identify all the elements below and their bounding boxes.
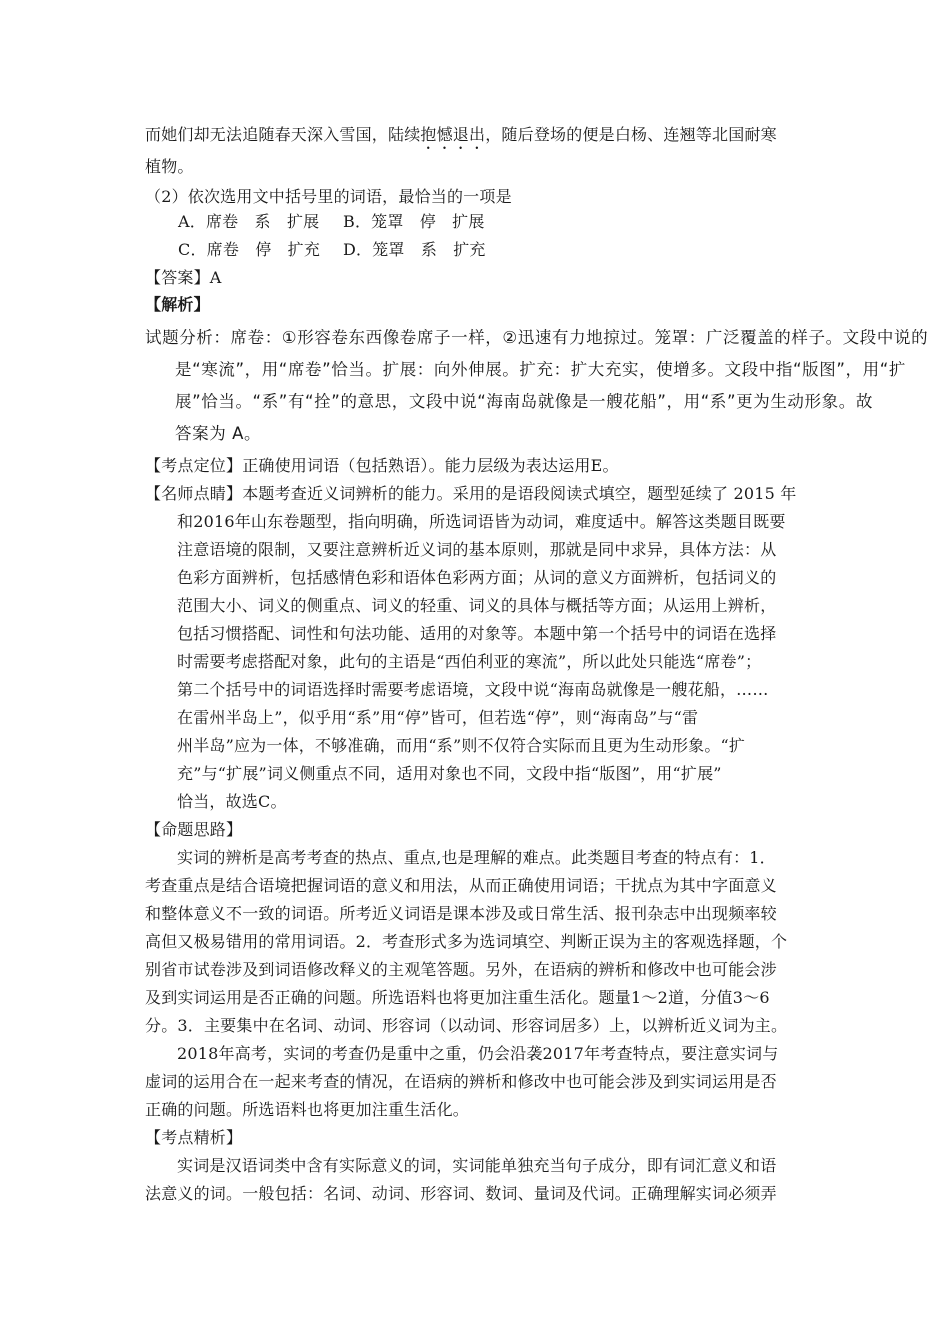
jingxi-line: 法意义的词。一般包括：名词、动词、形容词、数词、量词及代词。正确理解实词必须弄 xyxy=(145,1184,777,1203)
passage-line-1 xyxy=(145,125,777,153)
jingxi-heading: 【考点精析】 xyxy=(145,1128,243,1147)
mingti-line: 及到实词运用是否正确的问题。所选语料也将更加注重生活化。题量1～2道，分值3～6 xyxy=(145,988,770,1007)
mingshi-line: 注意语境的限制，又要注意辨析近义词的基本原则，那就是同中求异，具体方法：从 xyxy=(177,540,777,559)
mingti-line: 正确的问题。所选语料也将更加注重生活化。 xyxy=(145,1100,470,1119)
mingshi-line: 色彩方面辨析，包括感情色彩和语体色彩两方面；从词的意义方面辨析，包括词义的 xyxy=(177,568,777,587)
analysis-line: 答案为 A。 xyxy=(175,424,262,443)
mingshi-line: 第二个括号中的词语选择时需要考虑语境，文段中说“海南岛就像是一艘花船，…… xyxy=(177,680,769,699)
mingshi-line: 【名师点睛】本题考查近义词辨析的能力。采用的是语段阅读式填空，题型延续了 2015 年 xyxy=(145,484,797,503)
option-d: D．笼罩 系 扩充 xyxy=(343,240,486,259)
options-row-2 xyxy=(178,240,486,260)
emphasized-word: 抱憾退出 xyxy=(420,125,486,144)
mingti-line: 考查重点是结合语境把握词语的意义和用法，从而正确使用词语；干扰点为其中字面意义 xyxy=(145,876,777,895)
mingti-line: 分。3．主要集中在名词、动词、形容词（以动词、形容词居多）上，以辨析近义词为主。 xyxy=(145,1016,788,1035)
option-a: A．席卷 系 扩展 xyxy=(178,212,320,231)
mingti-line: 高但又极易错用的常用词语。2．考查形式多为选词填空、判断正误为主的客观选择题，个 xyxy=(145,932,788,951)
passage-line-2: 植物。 xyxy=(145,157,194,176)
mingti-line: 2018年高考，实词的考查仍是重中之重，仍会沿袭2017年考查特点，要注意实词与 xyxy=(177,1044,779,1063)
option-b: B．笼罩 停 扩展 xyxy=(343,212,485,231)
option-c: C．席卷 停 扩充 xyxy=(178,240,321,259)
mingshi-line: 包括习惯搭配、词性和句法功能、适用的对象等。本题中第一个括号中的词语在选择 xyxy=(177,624,777,643)
mingshi-line: 充”与“扩展”词义侧重点不同，适用对象也不同，文段中指“版图”，用“扩展” xyxy=(177,764,722,783)
mingti-line: 实词的辨析是高考考查的热点、重点,也是理解的难点。此类题目考查的特点有：1． xyxy=(177,848,776,867)
mingshi-line: 和2016年山东卷题型，指向明确，所选词语皆为动词，难度适中。解答这类题目既要 xyxy=(177,512,786,531)
answer-label: 【答案】A xyxy=(145,268,222,287)
mingti-heading: 【命题思路】 xyxy=(145,820,243,839)
passage-text: ，随后登场的便是白杨、连翘等北国耐寒 xyxy=(485,125,777,144)
mingti-line: 和整体意义不一致的词语。所考近义词语是课本涉及或日常生活、报刊杂志中出现频率较 xyxy=(145,904,777,923)
mingti-line: 虚词的运用合在一起来考查的情况，在语病的辨析和修改中也可能会涉及到实词运用是否 xyxy=(145,1072,777,1091)
analysis-line: 试题分析：席卷：①形容卷东西像卷席子一样，②迅速有力地掠过。笼罩：广泛覆盖的样子。文段中说的 xyxy=(145,328,929,347)
options-row-1 xyxy=(178,212,485,232)
analysis-heading: 【解析】 xyxy=(145,295,210,314)
mingti-line: 别省市试卷涉及到词语修改释义的主观笔答题。另外，在语病的辨析和修改中也可能会涉 xyxy=(145,960,777,979)
question-stem: （2）依次选用文中括号里的词语，最恰当的一项是 xyxy=(145,187,512,206)
mingshi-line: 州半岛”应为一体，不够准确，而用“系”则不仅符合实际而且更为生动形象。“扩 xyxy=(177,736,746,755)
kaodian-line: 【考点定位】正确使用词语（包括熟语）。能力层级为表达运用E。 xyxy=(145,456,619,475)
passage-text: 而她们却无法追随春天深入雪国，陆续 xyxy=(145,125,421,144)
mingshi-line: 恰当，故选C。 xyxy=(177,792,287,811)
jingxi-line: 实词是汉语词类中含有实际意义的词，实词能单独充当句子成分，即有词汇意义和语 xyxy=(177,1156,777,1175)
mingshi-line: 在雷州半岛上”，似乎用“系”用“停”皆可，但若选“停”，则“海南岛”与“雷 xyxy=(177,708,699,727)
mingshi-line: 范围大小、词义的侧重点、词义的轻重、词义的具体与概括等方面；从运用上辨析， xyxy=(177,596,777,615)
analysis-line: 是“寒流”，用“席卷”恰当。扩展：向外伸展。扩充：扩大充实，使增多。文段中指“版图”，用“扩 xyxy=(175,360,906,379)
analysis-line: 展”恰当。“系”有“拴”的意思，文段中说“海南岛就像是一艘花船”，用“系”更为生动形象。故 xyxy=(175,392,873,411)
mingshi-line: 时需要考虑搭配对象，此句的主语是“西伯利亚的寒流”，所以此处只能选“席卷”； xyxy=(177,652,762,671)
